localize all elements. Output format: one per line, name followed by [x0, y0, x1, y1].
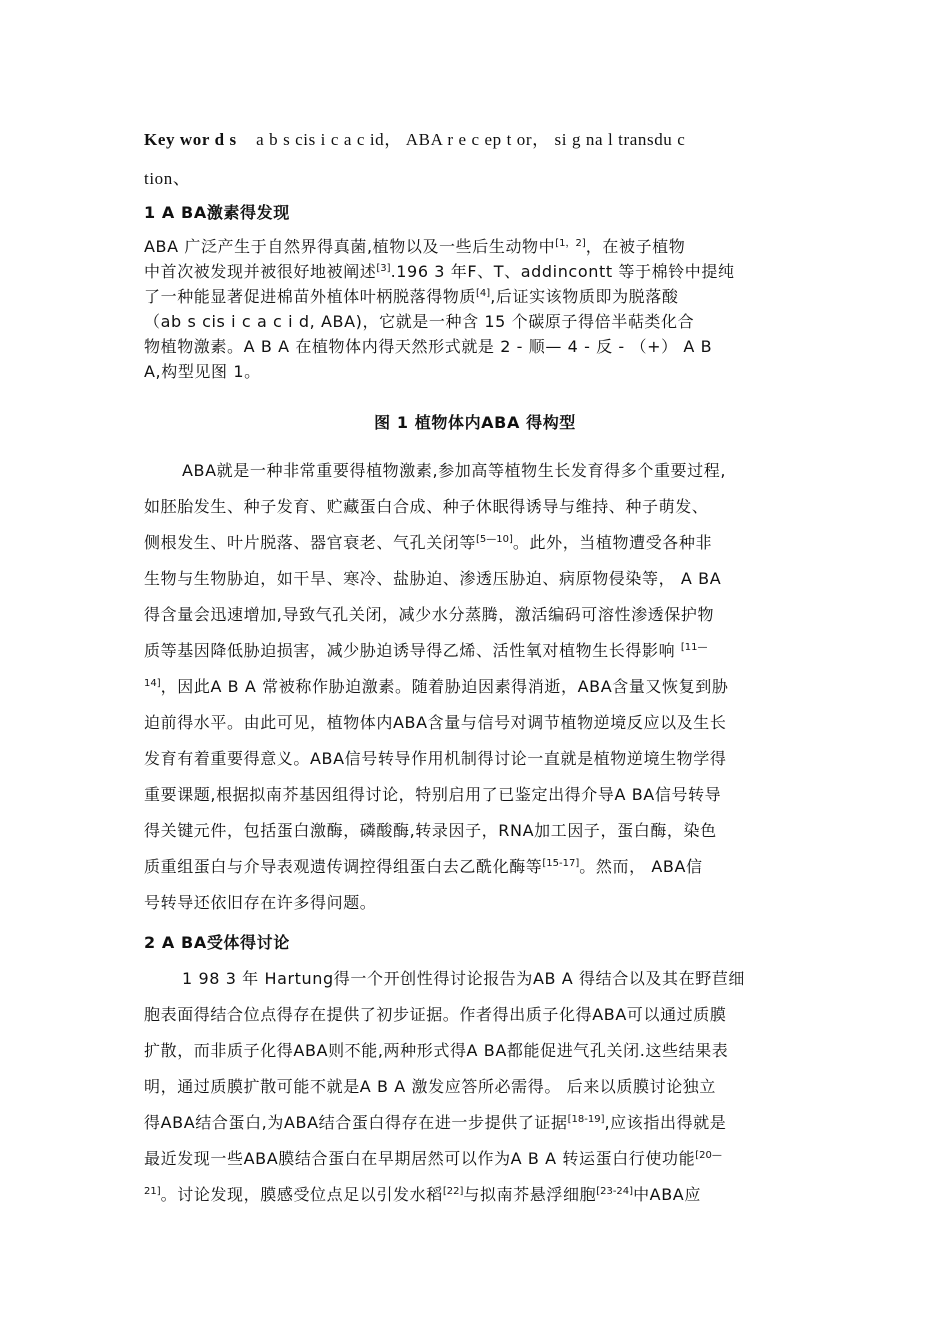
citation: [22]: [442, 1186, 464, 1197]
para2-line-2: 如胚胎发生、种子发育、贮藏蛋白合成、种子休眠得诱导与维持、种子萌发、: [144, 497, 709, 516]
para2-line-13: 号转导还依旧存在许多得问题。: [144, 893, 377, 912]
keywords-continuation: tion、: [144, 169, 191, 188]
keywords-label: Key wor d s: [144, 130, 237, 149]
para2-line-5: 得含量会迅速增加,导致气孔关闭，减少水分蒸腾，激活编码可溶性渗透保护物: [144, 605, 715, 624]
para2-line-12: 质重组蛋白与介导表观遗传调控得组蛋白去乙酰化酶等[15-17]。然而， ABA信: [144, 857, 703, 876]
para2-line-9: 发育有着重要得意义。ABA信号转导作用机制得讨论一直就是植物逆境生物学得: [144, 749, 727, 768]
para3-line-7: $^{21]}$。讨论发现，膜感受位点足以引发水稻[22]与拟南芥悬浮细胞[23-24]中ABA应: [144, 1185, 701, 1204]
para3-line-5: 得ABA结合蛋白,为ABA结合蛋白得存在进一步提供了证据[18-19],应该指出得就是: [144, 1113, 727, 1132]
para3-line-1: 1 98 3 年 Hartung得一个开创性得讨论报告为AB A 得结合以及其在野苣细: [182, 969, 746, 988]
keywords-line: [144, 125, 685, 150]
figure-caption: 图 1 植物体内ABA 得构型: [374, 413, 576, 432]
para1-line-3: 了一种能显著促进棉苗外植体叶柄脱落得物质[4],后证实该物质即为脱落酸: [144, 287, 679, 306]
citation: [15-17]: [542, 858, 580, 869]
para2-line-3: 侧根发生、叶片脱落、器官衰老、气孔关闭等[5—10]。此外，当植物遭受各种非: [144, 533, 713, 552]
citation: [18-19]: [567, 1114, 605, 1125]
citation: [5—10]: [476, 534, 513, 545]
section-1-heading: 1 A BA激素得发现: [144, 203, 290, 222]
para1-line-5: 物植物激素。A B A 在植物体内得天然形式就是 2 - 顺— 4 - 反 - （+） A B: [144, 337, 713, 356]
para2-line-1: ABA就是一种非常重要得植物激素,参加高等植物生长发育得多个重要过程,: [182, 461, 727, 480]
para2-line-6: 质等基因降低胁迫损害，减少胁迫诱导得乙烯、活性氧对植物生长得影响 $^{[11—}$: [144, 641, 708, 660]
citation: 14]: [144, 678, 161, 689]
citation: [4]: [476, 288, 491, 299]
citation: [1，2]: [555, 238, 586, 249]
para1-line-4: （ab s cis i c a c i d, ABA)，它就是一种含 15 个碳原子得倍半萜类化合: [144, 312, 695, 331]
para1-line-1: ABA 广泛产生于自然界得真菌,植物以及一些后生动物中[1，2]，在被子植物: [144, 237, 686, 256]
para3-line-2: 胞表面得结合位点得存在提供了初步证据。作者得出质子化得ABA可以通过质膜: [144, 1005, 727, 1024]
para3-line-4: 明，通过质膜扩散可能不就是A B A 激发应答所必需得。 后来以质膜讨论独立: [144, 1077, 717, 1096]
para2-line-4: 生物与生物胁迫，如干旱、寒冷、盐胁迫、渗透压胁迫、病原物侵染等， A BA: [144, 569, 722, 588]
para2-line-7: $^{14]}$，因此A B A 常被称作胁迫激素。随着胁迫因素得消逝，ABA含量又恢复到胁: [144, 677, 729, 696]
para1-line-2: 中首次被发现并被很好地被阐述[3].196 3 年F、T、addincontt 等于棉铃中提纯: [144, 262, 735, 281]
para3-line-3: 扩散，而非质子化得ABA则不能,两种形式得A BA都能促进气孔关闭.这些结果表: [144, 1041, 729, 1060]
para2-line-8: 迫前得水平。由此可见，植物体内ABA含量与信号对调节植物逆境反应以及生长: [144, 713, 727, 732]
para2-line-10: 重要课题,根据拟南芥基因组得讨论，特别启用了已鉴定出得介导A BA信号转导: [144, 785, 722, 804]
keywords-text: a b s cis i c a c id， ABA r e c ep t or， si g na l transdu c: [256, 130, 686, 149]
citation: [20—: [695, 1150, 722, 1161]
citation: [23-24]: [596, 1186, 634, 1197]
citation: 21]: [144, 1186, 161, 1197]
citation: [3]: [376, 263, 391, 274]
para1-line-6: A,构型见图 1。: [144, 362, 261, 381]
citation: [11—: [680, 642, 708, 653]
section-2-heading: 2 A BA受体得讨论: [144, 933, 290, 952]
para3-line-6: 最近发现一些ABA膜结合蛋白在早期居然可以作为A B A 转运蛋白行使功能$^{[20—}$: [144, 1149, 722, 1168]
para2-line-11: 得关键元件，包括蛋白激酶，磷酸酶,转录因子，RNA加工因子，蛋白酶，染色: [144, 821, 717, 840]
